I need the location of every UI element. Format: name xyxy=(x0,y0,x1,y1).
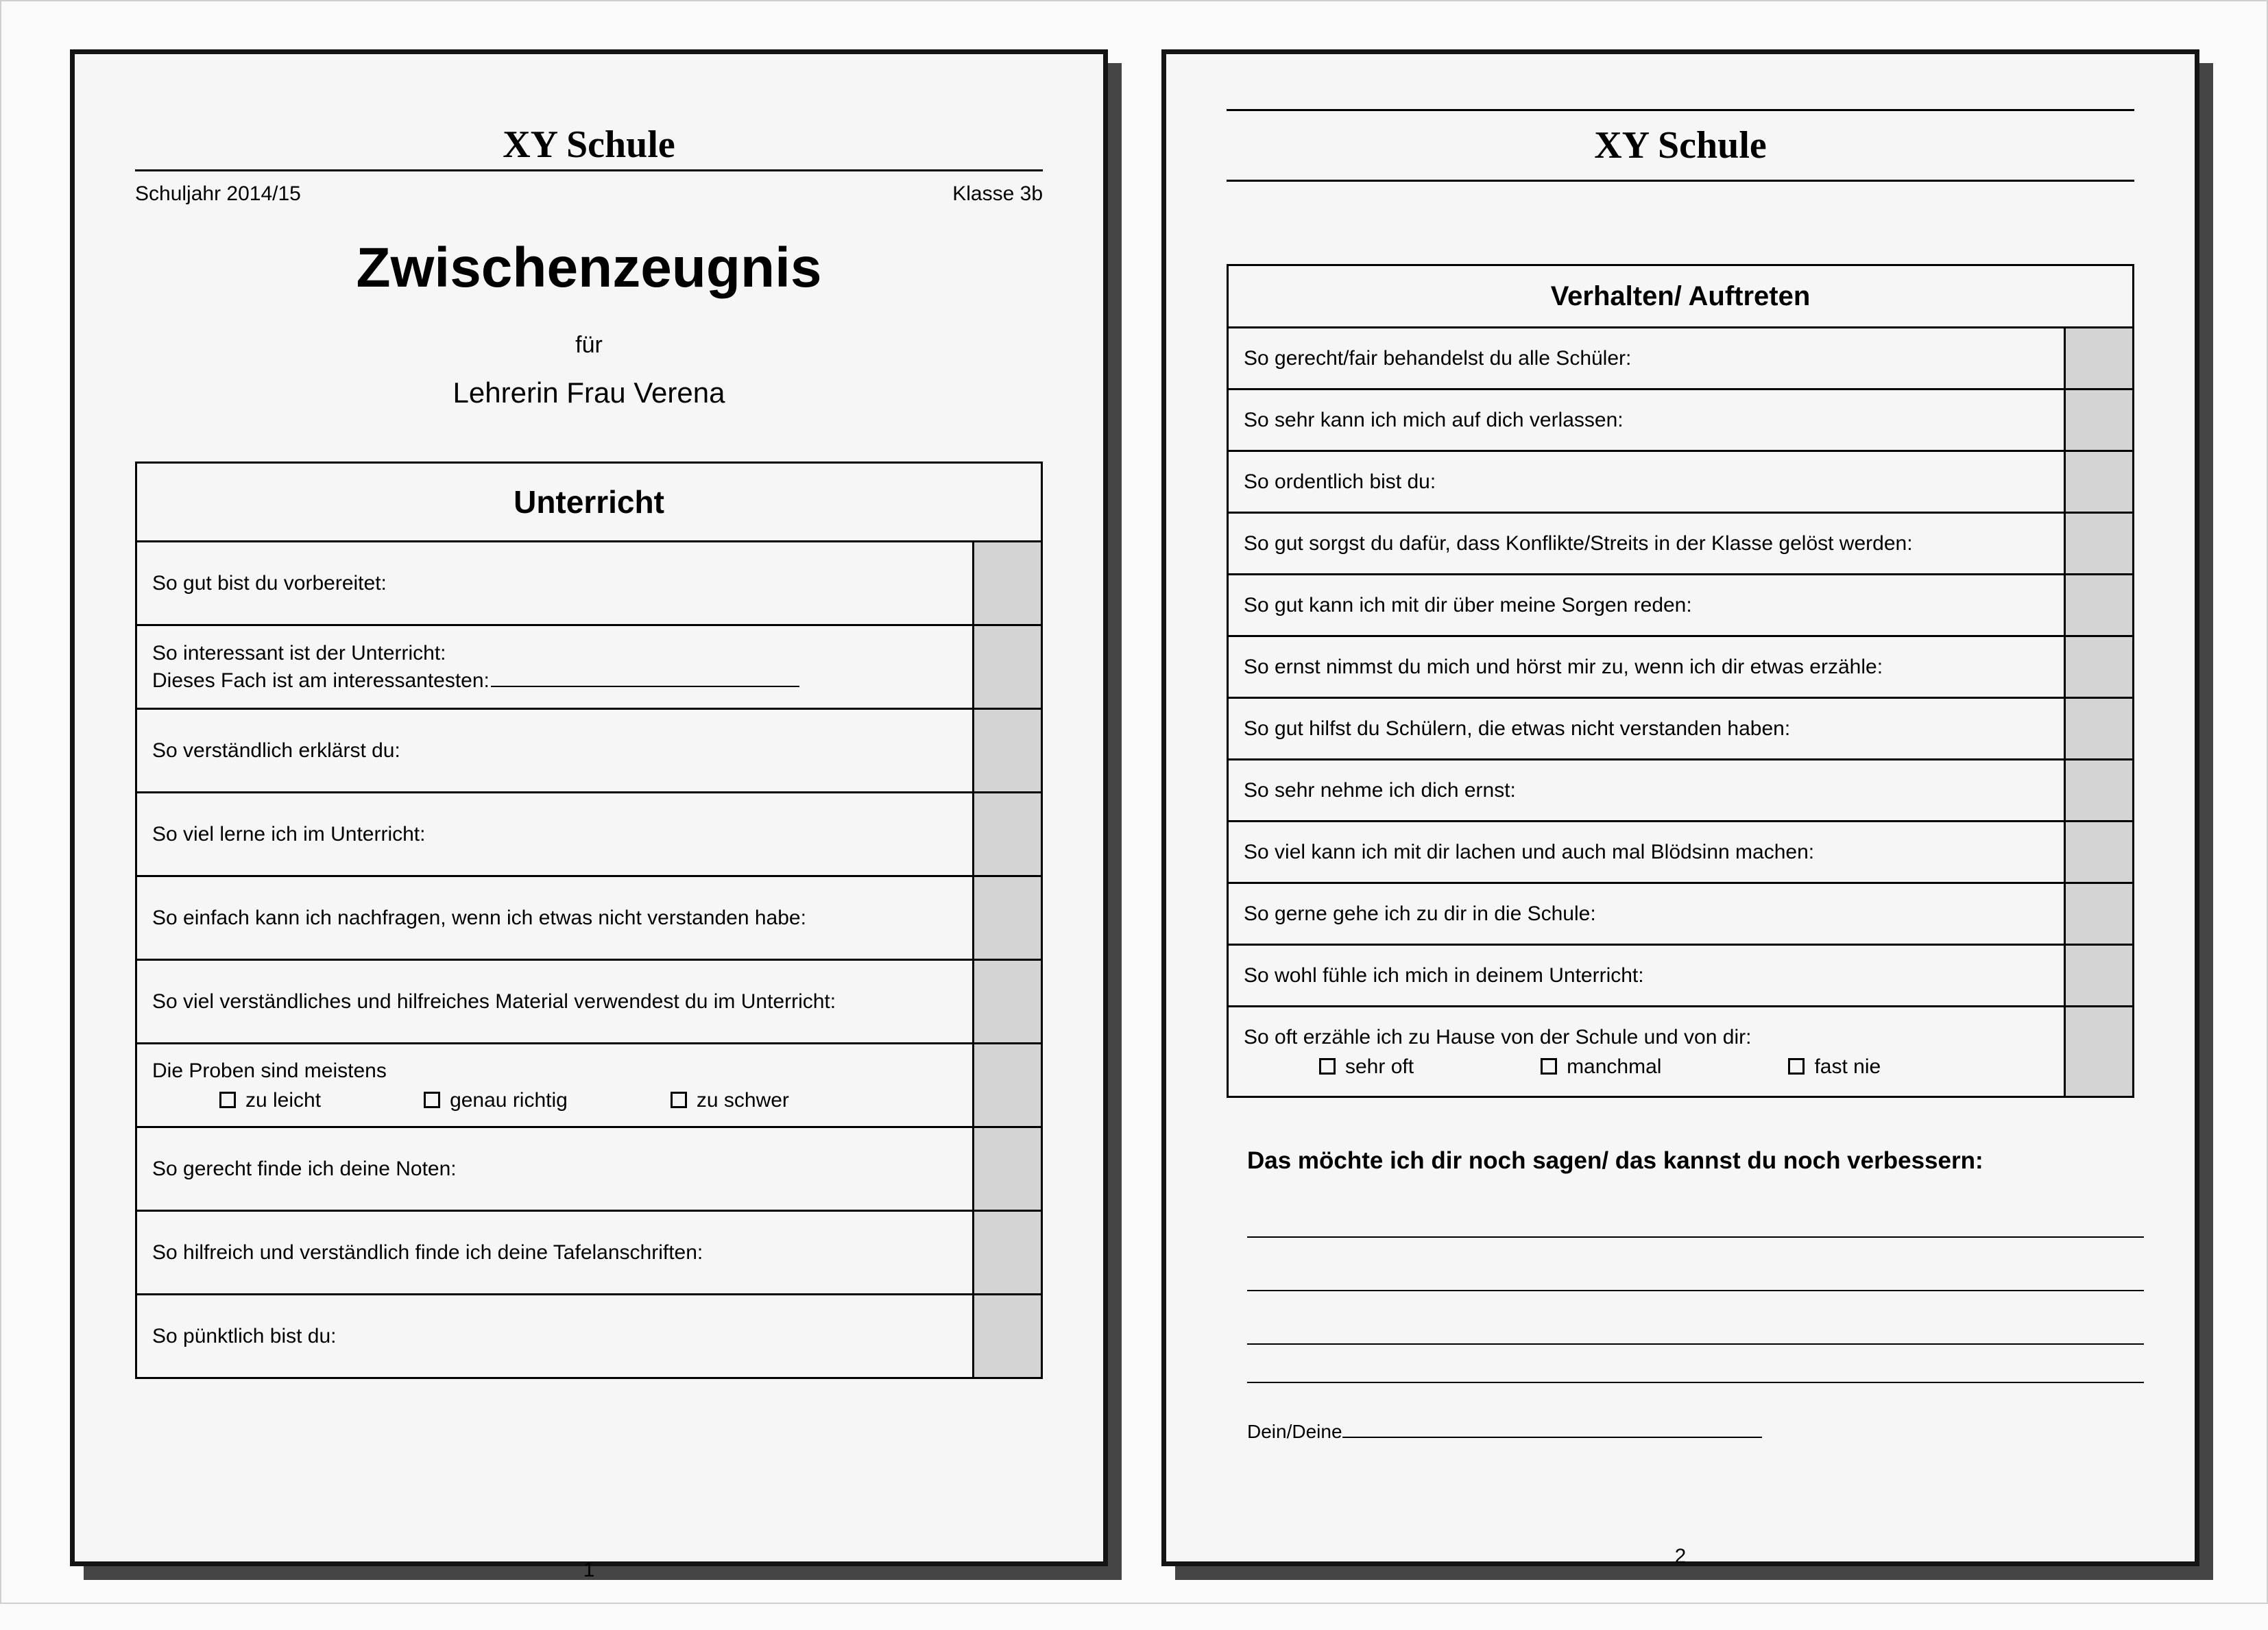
rating-box[interactable] xyxy=(972,961,1041,1042)
table-row xyxy=(1229,326,2132,388)
row-line-1: So interessant ist der Unterricht: xyxy=(152,642,446,665)
rating-box[interactable] xyxy=(972,877,1041,959)
row-label: So gut sorgst du dafür, dass Konflikte/Streits in der Klasse gelöst werden: xyxy=(1244,532,1913,555)
row-label: So pünktlich bist du: xyxy=(152,1325,337,1348)
row-label: So hilfreich und verständlich finde ich deine Tafelanschriften: xyxy=(152,1241,703,1265)
table-row xyxy=(137,708,1041,791)
rating-box[interactable] xyxy=(2064,390,2132,450)
teacher-name: Lehrerin Frau Verena xyxy=(453,376,725,409)
report-page-1 xyxy=(70,49,1108,1581)
class-label: Klasse 3b xyxy=(952,182,1043,206)
table-row xyxy=(137,1042,1041,1126)
table-row xyxy=(137,875,1041,959)
row-label: So viel lerne ich im Unterricht: xyxy=(152,823,426,846)
row-label: So ordentlich bist du: xyxy=(1244,470,1436,494)
page-1-inner xyxy=(75,123,1103,1630)
school-year: Schuljahr 2014/15 xyxy=(135,182,301,206)
table-row xyxy=(137,624,1041,708)
option-label: zu leicht xyxy=(245,1088,322,1112)
row-label: So sehr kann ich mich auf dich verlassen: xyxy=(1244,409,1624,432)
info-row xyxy=(135,182,1043,206)
row-label: So verständlich erklärst du: xyxy=(152,739,400,763)
document-title: Zwischenzeugnis xyxy=(356,237,822,300)
row-label: So gerne gehe ich zu dir in die Schule: xyxy=(1244,902,1596,926)
row-label: So gerecht/fair behandelst du alle Schüler: xyxy=(1244,347,1632,370)
writing-line[interactable] xyxy=(1247,1238,2144,1291)
row-label: So gut kann ich mit dir über meine Sorgen reden: xyxy=(1244,594,1692,617)
table-title: Verhalten/ Auftreten xyxy=(1550,280,1811,311)
signature-line[interactable] xyxy=(1342,1419,1762,1438)
checkbox-icon[interactable] xyxy=(671,1092,687,1108)
row-label: So gut hilfst du Schülern, die etwas nicht verstanden haben: xyxy=(1244,717,1791,741)
rating-box[interactable] xyxy=(972,1212,1041,1293)
rating-box[interactable] xyxy=(972,542,1041,624)
table-row xyxy=(137,540,1041,624)
row-label xyxy=(137,626,972,708)
page-2-inner xyxy=(1166,109,2195,1616)
rating-box[interactable] xyxy=(972,710,1041,791)
row-label: So gut bist du vorbereitet: xyxy=(152,572,387,595)
option xyxy=(1541,1053,1661,1080)
probe-options xyxy=(152,1087,957,1114)
table-row xyxy=(137,959,1041,1042)
table-row xyxy=(137,1293,1041,1377)
row-label: So sehr nehme ich dich ernst: xyxy=(1244,779,1516,802)
table-row xyxy=(137,1210,1041,1293)
verhalten-table xyxy=(1227,264,2134,1098)
fill-in-label: Dieses Fach ist am interessantesten: xyxy=(152,669,490,693)
signature-label: Dein/Deine xyxy=(1247,1421,1342,1443)
checkbox-icon[interactable] xyxy=(424,1092,440,1108)
checkbox-icon[interactable] xyxy=(1788,1058,1805,1075)
row-line-1: Die Proben sind meistens xyxy=(152,1059,387,1082)
row-label: So ernst nimmst du mich und hörst mir zu, wenn ich dir etwas erzähle: xyxy=(1244,656,1883,679)
school-header xyxy=(135,123,1043,171)
table-row xyxy=(1229,512,2132,573)
rating-box[interactable] xyxy=(972,1044,1041,1126)
rating-box[interactable] xyxy=(2064,760,2132,820)
table-row xyxy=(1229,573,2132,635)
rating-box[interactable] xyxy=(2064,328,2132,388)
writing-line[interactable] xyxy=(1247,1291,2144,1345)
checkbox-icon[interactable] xyxy=(1319,1058,1336,1075)
rating-box[interactable] xyxy=(2064,452,2132,512)
option-label: sehr oft xyxy=(1345,1055,1414,1078)
option-label: fast nie xyxy=(1814,1055,1881,1078)
option xyxy=(671,1087,789,1114)
rating-box[interactable] xyxy=(2064,514,2132,573)
option-label: genau richtig xyxy=(450,1088,568,1112)
row-label: So gerecht finde ich deine Noten: xyxy=(152,1158,457,1181)
row-label: So viel verständliches und hilfreiches Material verwendest du im Unterricht: xyxy=(152,990,836,1014)
option-label: zu schwer xyxy=(696,1088,789,1112)
for-label: für xyxy=(575,332,603,359)
option xyxy=(1788,1053,1881,1080)
notes-heading: Das möchte ich dir noch sagen/ das kannst du noch verbessern: xyxy=(1247,1147,1983,1175)
option xyxy=(219,1087,321,1114)
page-number: 2 xyxy=(1674,1545,1687,1568)
rating-box[interactable] xyxy=(2064,637,2132,697)
table-row xyxy=(1229,820,2132,882)
report-page-2 xyxy=(1161,49,2199,1566)
school-name: XY Schule xyxy=(1594,124,1767,167)
rating-box[interactable] xyxy=(972,793,1041,875)
rating-box[interactable] xyxy=(972,1128,1041,1210)
table-row xyxy=(137,791,1041,875)
page-number: 1 xyxy=(583,1559,595,1581)
table-row xyxy=(1229,697,2132,758)
table-row xyxy=(137,1126,1041,1210)
rating-box[interactable] xyxy=(2064,822,2132,882)
table-row xyxy=(1229,758,2132,820)
checkbox-icon[interactable] xyxy=(219,1092,236,1108)
row-line-1: So oft erzähle ich zu Hause von der Schule und von dir: xyxy=(1244,1025,1752,1048)
option-label: manchmal xyxy=(1567,1055,1662,1078)
rating-box[interactable] xyxy=(972,626,1041,708)
rating-box[interactable] xyxy=(2064,884,2132,944)
writing-line[interactable] xyxy=(1247,1184,2144,1238)
signature-row xyxy=(1247,1419,2134,1443)
row-label: So viel kann ich mit dir lachen und auch mal Blödsinn machen: xyxy=(1244,841,1815,864)
writing-line[interactable] xyxy=(1247,1345,2144,1383)
rating-box[interactable] xyxy=(2064,1007,2132,1096)
unterricht-table xyxy=(135,462,1043,1379)
option xyxy=(424,1087,568,1114)
frequency-options xyxy=(1244,1053,2049,1080)
table-title: Unterricht xyxy=(514,484,664,520)
table-row xyxy=(1229,635,2132,697)
row-line-2 xyxy=(152,667,957,694)
rating-box[interactable] xyxy=(972,1295,1041,1377)
option xyxy=(1319,1053,1414,1080)
table-row xyxy=(1229,450,2132,512)
row-label: So wohl fühle ich mich in deinem Unterricht: xyxy=(1244,964,1644,987)
notes-writing-area xyxy=(1247,1184,2144,1383)
rating-box[interactable] xyxy=(2064,946,2132,1005)
table-row xyxy=(1229,1005,2132,1096)
row-label: So einfach kann ich nachfragen, wenn ich etwas nicht verstanden habe: xyxy=(152,907,806,930)
blank-line[interactable] xyxy=(491,667,799,687)
table-row xyxy=(1229,944,2132,1005)
row-label xyxy=(137,1044,972,1126)
school-name: XY Schule xyxy=(503,123,675,166)
school-header xyxy=(1227,109,2134,182)
rating-box[interactable] xyxy=(2064,699,2132,758)
rating-box[interactable] xyxy=(2064,575,2132,635)
table-row xyxy=(1229,388,2132,450)
table-row xyxy=(1229,882,2132,944)
checkbox-icon[interactable] xyxy=(1541,1058,1557,1075)
row-label xyxy=(1229,1007,2064,1096)
